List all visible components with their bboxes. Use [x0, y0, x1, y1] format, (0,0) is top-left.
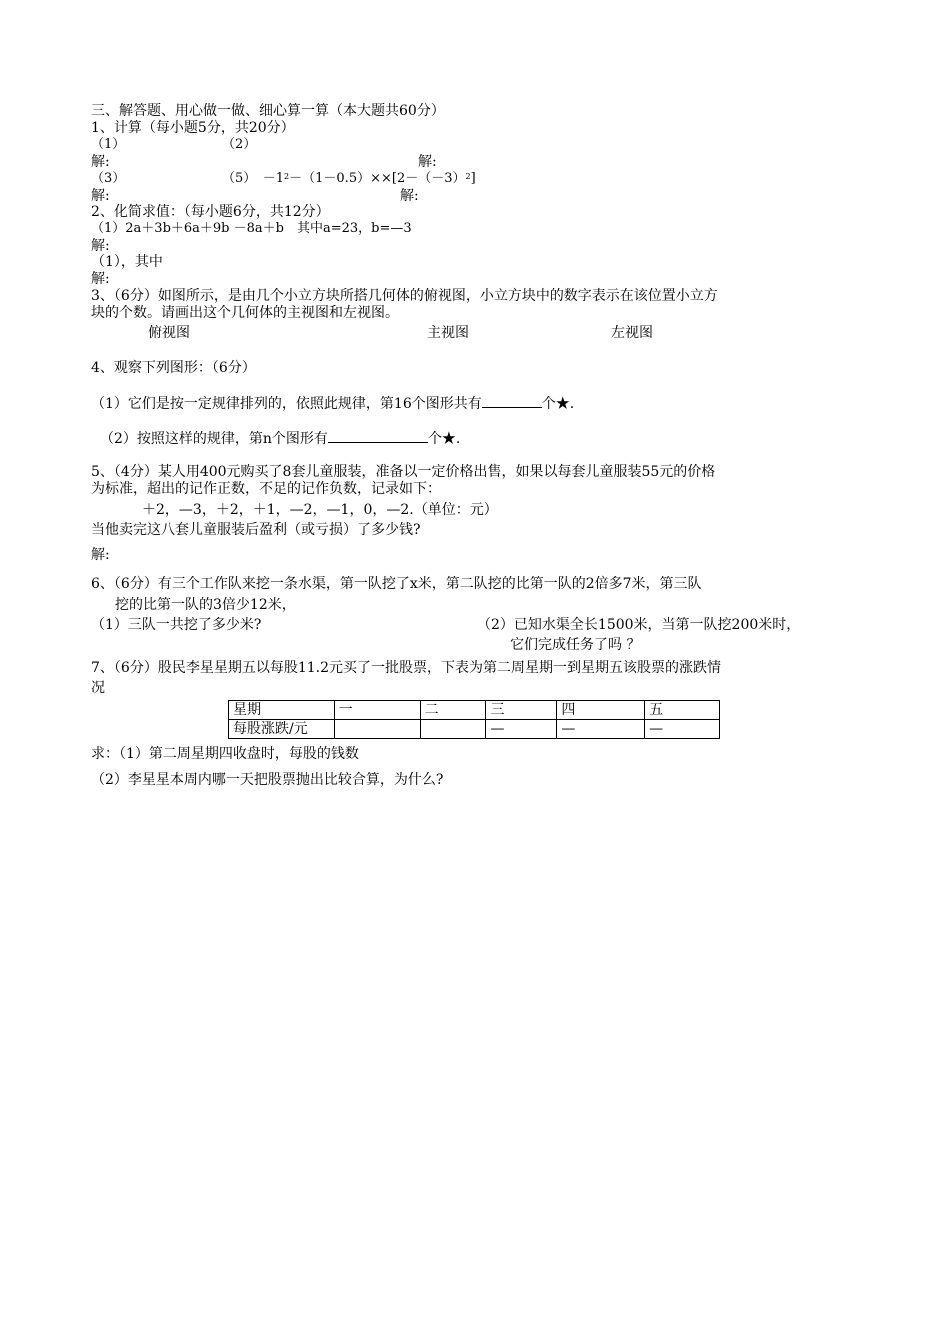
q4-sub1-suffix: 个★.	[541, 396, 575, 412]
table-header-cell: 二	[420, 701, 486, 720]
table-header-row	[229, 701, 720, 720]
table-cell	[420, 720, 486, 739]
q4-title: 4、观察下列图形：（6分）	[91, 360, 256, 376]
q1-part5-prefix: （5） －1	[222, 171, 285, 186]
q4-sub1-text: （1）它们是按一定规律排列的，依照此规律，第16个图形共有	[91, 396, 482, 412]
q1-part5-end: ]	[470, 171, 476, 186]
q3-view-front-label: 主视图	[427, 325, 469, 341]
table-header-cell: 三	[486, 701, 557, 720]
q6-line1: 6、（6分）有三个工作队来挖一条水渠，第一队挖了x米，第二队挖的比第一队的2倍多7米，第三队	[91, 576, 702, 592]
table-cell	[334, 720, 420, 739]
table-header-cell: 五	[645, 701, 720, 720]
q4-sub2-text: （2）按照这样的规律，第n个图形有	[100, 431, 328, 447]
q4-sub1-blank	[482, 395, 542, 408]
q1-part1: （1）	[91, 137, 126, 152]
q5-records: ＋2，—3，＋2，＋1，—2，—1，0，—2.（单位：元）	[142, 502, 498, 518]
q1-part3: （3）	[91, 171, 126, 186]
q7-line1: 7、（6分）股民李星星期五以每股11.2元买了一批股票，下表为第二周星期一到星期五该股票的涨跌情	[91, 660, 721, 676]
q3-line2: 块的个数。请画出这个几何体的主视图和左视图。	[91, 305, 399, 321]
q1-answer-c: 解:	[91, 188, 110, 204]
q4-sub2-blank	[328, 430, 428, 443]
q6-sub2-cont: 它们完成任务了吗 ？	[510, 637, 641, 653]
q3-line1: 3、（6分）如图所示，是由几个小立方块所搭几何体的俯视图，小立方块中的数字表示在该位置小立方	[91, 288, 718, 304]
q1-answer-b: 解:	[418, 154, 437, 170]
q2-title: 2、化简求值：（每小题6分，共12分）	[91, 204, 330, 220]
q6-line2: 挖的比第一队的3倍少12米，	[115, 597, 296, 613]
section-title: 三、解答题、用心做一做、细心算一算（本大题共60分）	[91, 103, 445, 119]
table-cell: —	[645, 720, 720, 739]
q4-sub2-suffix: 个★.	[427, 431, 461, 447]
q1-part5-exponent2: 2	[465, 172, 471, 181]
q2-part2: （1），其中	[91, 254, 163, 270]
q1-title: 1、计算（每小题5分，共20分）	[91, 120, 295, 136]
q5-answer: 解:	[91, 547, 110, 563]
q3-view-top-label: 俯视图	[148, 325, 190, 341]
q2-part1: （1）2a＋3b＋6a＋9b －8a＋b 其中a=23，b=—3	[91, 221, 412, 236]
stock-change-table	[228, 700, 720, 739]
q3-view-left-label: 左视图	[611, 325, 653, 341]
q2-answer1: 解:	[91, 238, 110, 254]
table-cell: —	[486, 720, 557, 739]
q5-line2: 为标准，超出的记作正数，不足的记作负数，记录如下：	[91, 481, 441, 497]
q1-part5-middle: －（1－0.5）××[2－（－3）	[289, 171, 466, 186]
table-header-cell: 一	[334, 701, 420, 720]
q6-sub1: （1）三队一共挖了多少米?	[91, 617, 262, 633]
table-cell: —	[557, 720, 645, 739]
table-cell: 每股涨跌/元	[229, 720, 335, 739]
q1-part5-exponent: 2	[284, 172, 290, 181]
q1-answer-a: 解:	[91, 154, 110, 170]
q1-part5	[222, 171, 476, 187]
q7-line2: 况	[91, 680, 105, 696]
q4-sub2	[100, 430, 460, 447]
q1-answer-d: 解:	[400, 188, 419, 204]
q4-sub1	[91, 395, 574, 412]
q1-part2: （2）	[222, 137, 257, 152]
q5-line1: 5、（4分）某人用400元购买了8套儿童服装，准备以一定价格出售，如果以每套儿童服装55元的价格	[91, 464, 716, 480]
table-header-cell: 四	[557, 701, 645, 720]
q7-ask1: 求：（1）第二周星期四收盘时，每股的钱数	[91, 746, 359, 762]
q7-ask2: （2）李星星本周内哪一天把股票抛出比较合算，为什么?	[91, 772, 444, 788]
q2-answer2: 解:	[91, 271, 110, 287]
q5-line4: 当他卖完这八套儿童服装后盈利（或亏损）了多少钱?	[91, 522, 421, 538]
table-header-cell: 星期	[229, 701, 335, 720]
q6-sub2: （2）已知水渠全长1500米，当第一队挖200米时，	[477, 617, 801, 633]
table-row	[229, 720, 720, 739]
